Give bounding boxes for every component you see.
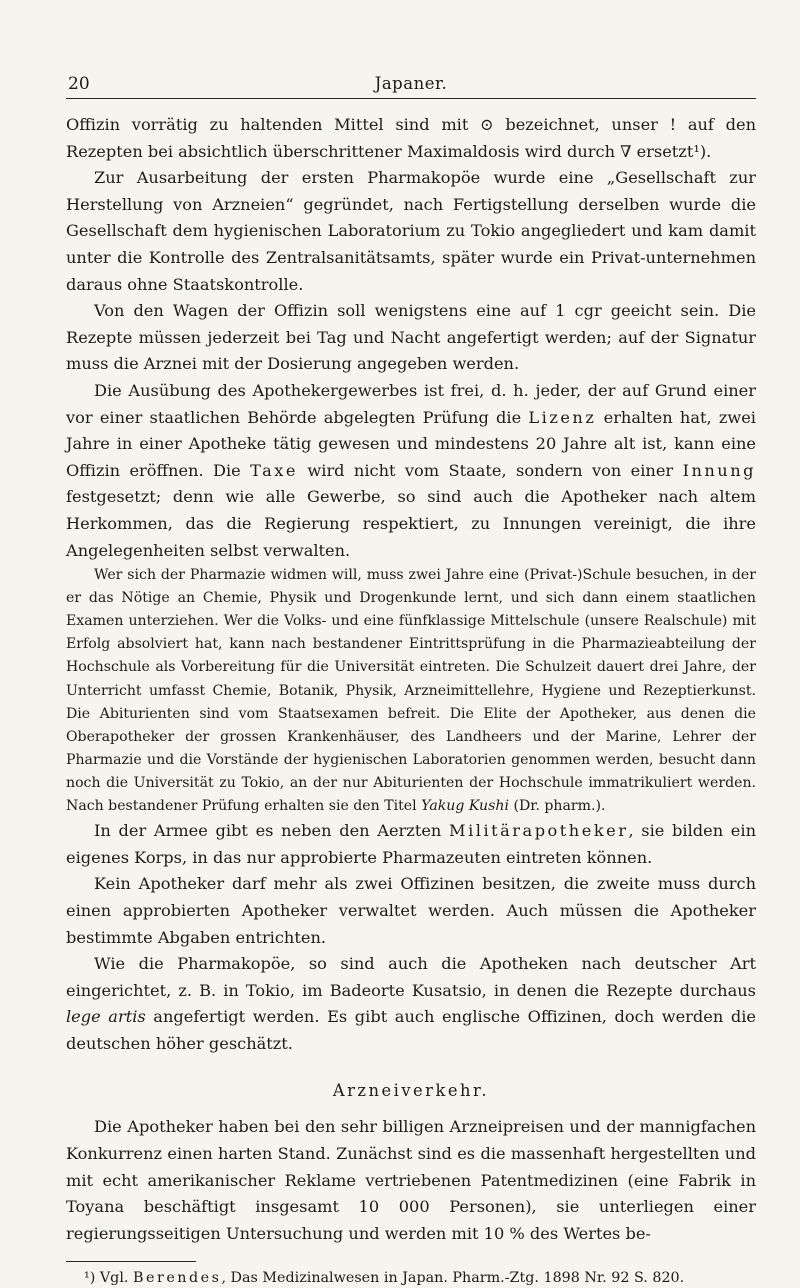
term-lizenz: Lizenz [528, 407, 597, 427]
text: erhalten hat, zwei Jahre in einer Apotheke tätig gewesen und mindestens 20 Jahre alt ist, kann eine Offizin eröffnen. Die [66, 407, 756, 480]
text: wird nicht vom Staate, sondern von einer [307, 460, 674, 480]
running-header [66, 70, 756, 99]
page-number: 20 [68, 74, 90, 94]
text: Vgl. [99, 1270, 129, 1287]
text: angefertigt werden. Es gibt auch englische Offizinen, doch werden die deutschen höher geschätzt. [66, 1007, 756, 1053]
text: , sie bilden ein eigenes Korps, in das nur approbierte Pharmazeuten eintreten können. [66, 821, 756, 867]
paragraph-militaer [66, 818, 756, 871]
text: Wie die Pharmakopöe, so sind auch die Apotheken nach deutscher Art eingerichtet, z. B. in Tokio, im Badeorte Kusatsio, in denen die Rezepte durchaus [66, 954, 756, 1000]
text: festgesetzt; denn wie alle Gewerbe, so sind auch die Apotheker nach altem Herkommen, das die Regierung respektiert, zu Innungen vereinigt, die ihre Angelegenheiten selbst verwalten. [66, 487, 756, 560]
paragraph-ausbildung [66, 564, 756, 818]
phrase-lege-artis: lege artis [66, 1007, 146, 1027]
text: Wer sich der Pharmazie widmen will, muss zwei Jahre eine (Privat-)Schule besuchen, in der er das Nötige an Chemie, Physik und Drogenkunde lernt, und sich dann einem staatlichen Examen unterziehen. Wer die Volks- und eine fünfklassige Mittelschule (unsere Realschule) mit Erfolg absolviert hat, kann nach bestandener Eintrittsprüfung in die Pharmazieabteilung der Hochschule als Vorbereitung für die Universität eintreten. Die Schulzeit dauert drei Jahre, der Unterricht umfasst Chemie, Botanik, Physik, Arzneimittellehre, Hygiene und Rezeptierkunst. Die Abiturienten sind vom Staatsexamen befreit. Die Elite der Apotheker, aus denen die Oberapotheker der grossen Krankenhäuser, des Landheers und der Marine, Lehrer der Pharmazie und die Vorstände der hygienischen Laboratorien genommen werden, besucht dann noch die Universität zu Tokio, an der nur Abiturienten der Hochschule immatrikuliert werden. Nach bestandener Prüfung erhalten sie den Titel [66, 567, 756, 815]
text: , Das Medizinalwesen in Japan. Pharm.-Ztg. 1898 Nr. 92 S. 820. [221, 1270, 685, 1287]
paragraph-apothekergewerbe [66, 378, 756, 564]
paragraph-offizin-marks: Offizin vorrätig zu haltenden Mittel sind mit ⊙ bezeichnet, unser ! auf den Rezepten bei absichtlich überschrittener Maximaldosis wird durch ∇ ersetzt¹). [66, 115, 756, 161]
paragraph-einrichtung [66, 951, 756, 1057]
term-militaerapotheker: Militärapotheker [449, 821, 629, 841]
section-heading: Arzneiverkehr. [332, 1081, 490, 1101]
footnote-author: Berendes [133, 1270, 222, 1287]
paragraph-offizinen: Kein Apotheker darf mehr als zwei Offizinen besitzen, die zweite muss durch einen approbierten Apotheker verwaltet werden. Auch müssen die Apotheker bestimmte Abgaben entrichten. [66, 874, 756, 947]
footnote [66, 1268, 756, 1288]
footnote-rule [66, 1261, 196, 1262]
text: Die Ausübung des Apothekergewerbes ist frei, d. h. jeder, der auf Grund einer vor einer staatlichen Behörde abgelegten Prüfung die [66, 380, 756, 427]
term-innung: Innung [682, 460, 757, 480]
paragraph-pharmakopoe: Zur Ausarbeitung der ersten Pharmakopöe wurde eine „Gesellschaft zur Herstellung von Arzneien“ gegründet, nach Fertigstellung derselben wurde die Gesellschaft dem hygienischen Laboratorium zu Tokio angegliedert und kam damit unter die Kontrolle des Zentralsanitätsamts, später wurde ein Privat-unternehmen daraus ohne Staatskontrolle. [66, 168, 756, 294]
text: (Dr. pharm.). [513, 798, 606, 815]
paragraph-arzneiverkehr: Die Apotheker haben bei den sehr billigen Arzneipreisen und der mannigfachen Konkurrenz einen harten Stand. Zunächst sind es die massenhaft hergestellten und mit echt amerikanischer Reklame vertriebenen Patentmedizinen (eine Fabrik in Toyana beschäftigt insgesamt 10 000 Personen), sie unterliegen einer regierungsseitigen Untersuchung und werden mit 10 % des Wertes be- [66, 1117, 756, 1243]
title-yakug-kushi: Yakug Kushi [421, 798, 509, 815]
paragraph-wagen: Von den Wagen der Offizin soll wenigstens eine auf 1 cgr geeicht sein. Die Rezepte müssen jederzeit bei Tag und Nacht angefertigt werden; auf der Signatur muss die Arznei mit der Dosierung angegeben werden. [66, 301, 756, 374]
running-title: Japaner. [374, 74, 448, 93]
page-body [66, 112, 756, 1288]
footnote-mark: ¹) [84, 1270, 96, 1287]
text: In der Armee gibt es neben den Aerzten [94, 821, 442, 841]
term-taxe: Taxe [250, 460, 299, 480]
